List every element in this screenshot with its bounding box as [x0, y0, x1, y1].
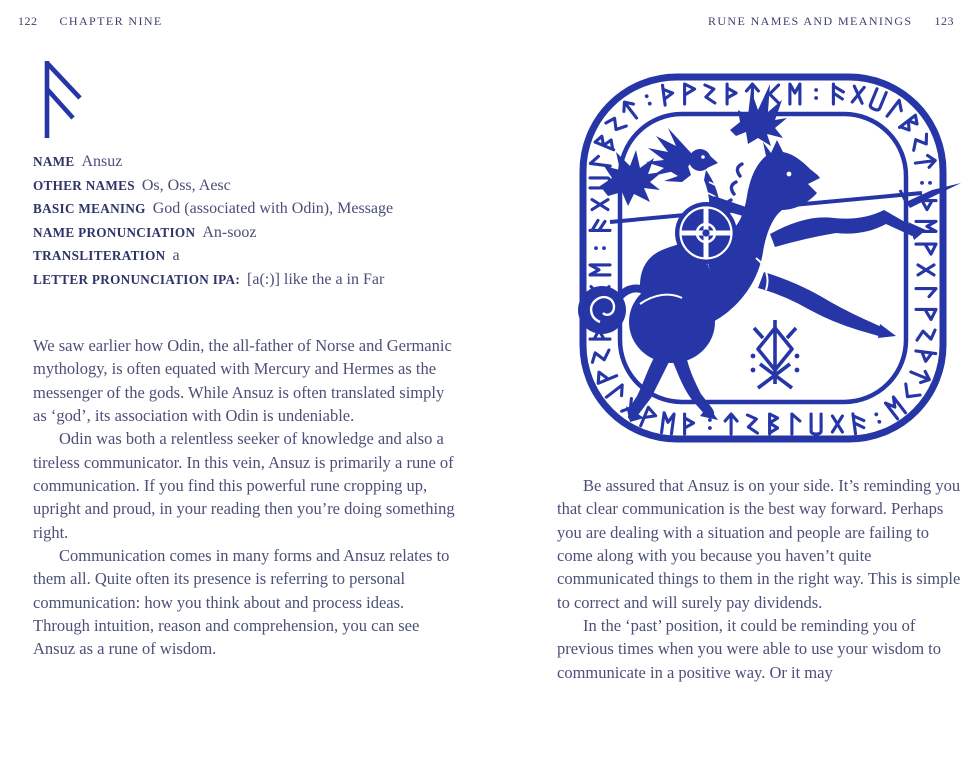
right-header-title: RUNE NAMES AND MEANINGS: [707, 14, 913, 28]
attribute-value: Ansuz: [81, 153, 123, 170]
attribute-label: OTHER NAMES: [33, 177, 135, 193]
attribute-row: [33, 174, 463, 198]
left-body-text: [33, 334, 457, 661]
paragraph: In the ‘past’ position, it could be reminding you of previous times when you were able to use your wisdom to communicate in a positive way. Or it may: [557, 616, 942, 682]
attribute-row: [33, 268, 463, 292]
attribute-value: An-sooz: [202, 223, 257, 241]
attribute-row: [33, 244, 463, 268]
right-body-text: [557, 474, 961, 684]
attribute-label: TRANSLITERATION: [33, 248, 166, 263]
ansuz-rune-icon: [36, 58, 96, 142]
left-page-number: 122: [18, 14, 38, 28]
attribute-label: NAME: [33, 154, 75, 169]
attribute-label: NAME PRONUNCIATION: [33, 224, 196, 240]
bind-rune-icon: [751, 320, 800, 388]
left-running-header: [18, 14, 163, 29]
round-shield-icon: [675, 202, 737, 264]
paragraph: Be assured that Ansuz is on your side. It’s reminding you that clear communication is the best way forward. Perhaps you are dealing with a situation and people are failing to come along with you because you haven’t quite communicated things to them in the right way. This is simple to correct and will surely pay dividends.: [557, 476, 961, 612]
attribute-label: LETTER PRONUNCIATION IPA:: [33, 271, 241, 287]
attribute-value: Os, Oss, Aesc: [141, 176, 231, 194]
paragraph: Communication comes in many forms and Ansuz relates to them all. Quite often its presence is referring to personal communication: how you think about and process ideas. Through intuition, reason and comprehension, you can see Ansuz as a rune of wisdom.: [33, 546, 450, 659]
right-page-number: 123: [934, 14, 954, 28]
attribute-label: BASIC MEANING: [33, 201, 146, 216]
left-header-title: CHAPTER NINE: [59, 14, 163, 28]
attribute-value: [a(:)] like the a in Far: [247, 270, 385, 288]
attribute-row: [33, 150, 463, 174]
paragraph: Odin was both a relentless seeker of knowledge and also a tireless communicator. In this vein, Ansuz is primarily a rune of communication. If you find this powerful rune cropping up, upright and proud, in your reading then you’re doing something right.: [33, 429, 455, 542]
rune-attributes: [33, 150, 463, 291]
paragraph: We saw earlier how Odin, the all-father of Norse and Germanic mythology, is often equated with Mercury and Hermes as the messenger of the gods. While Ansuz is often translated simply as ‘god’, its association with Odin is undeniable.: [33, 336, 452, 426]
odin-horse-rune-emblem: [570, 66, 968, 464]
attribute-row: [33, 221, 463, 245]
right-running-header: [708, 14, 954, 29]
attribute-value: God (associated with Odin), Message: [152, 200, 394, 217]
attribute-row: [33, 197, 463, 221]
attribute-value: a: [172, 247, 180, 264]
